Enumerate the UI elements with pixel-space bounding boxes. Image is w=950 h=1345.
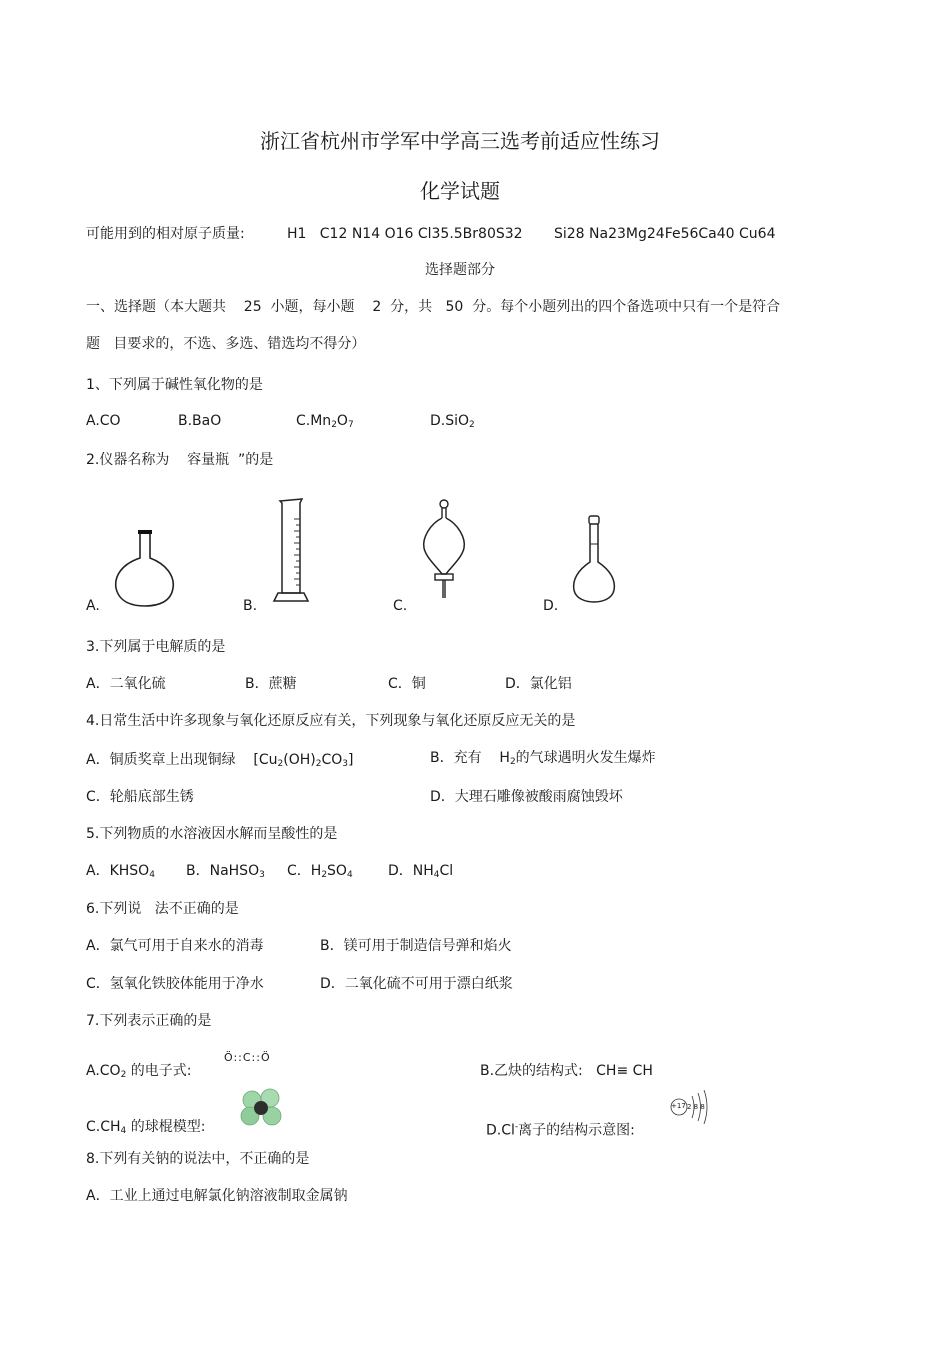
q4-option-c: C．轮船底部生锈 xyxy=(86,789,194,805)
atomic-mass-values-1: H1 C12 N14 O16 Cl35.5Br80S32 xyxy=(287,226,523,242)
separatory-funnel-figure xyxy=(414,498,474,600)
ch4-ball-stick-model-figure xyxy=(238,1088,286,1128)
q1-option-a: A.CO xyxy=(86,413,121,429)
page-title: 浙江省杭州市学军中学高三选考前适应性练习 xyxy=(260,129,660,153)
graduated-cylinder-figure xyxy=(270,497,312,603)
q1-option-d: D.SiO$_2$ xyxy=(430,413,475,430)
q5-stem: 5.下列物质的水溶液因水解而呈酸性的是 xyxy=(86,826,338,842)
cl-nucleus-charge: +17 xyxy=(671,1102,686,1110)
co2-electron-formula: Ö::C::Ö xyxy=(224,1051,271,1064)
q2-option-a: A. xyxy=(86,598,100,614)
q5-option-d: D．$NH_4Cl$ xyxy=(388,863,454,880)
q1-stem: 1、下列属于碱性氧化物的是 xyxy=(86,377,263,393)
q6-option-c: C．氢氧化铁胶体能用于净水 xyxy=(86,976,264,992)
q8-option-a: A．工业上通过电解氯化钠溶液制取金属钠 xyxy=(86,1188,348,1204)
q6-option-d: D．二氧化硫不可用于漂白纸浆 xyxy=(320,976,513,992)
q7-stem: 7.下列表示正确的是 xyxy=(86,1013,212,1029)
instructions-line-2: 题 目要求的，不选、多选、错选均不得分） xyxy=(86,336,366,352)
q4-option-d: D．大理石雕像被酸雨腐蚀毁坏 xyxy=(430,789,623,805)
q7-option-d: D.Cl-离子的结构示意图: xyxy=(486,1122,635,1139)
q2-option-b: B. xyxy=(243,598,258,614)
q7-option-b: B.乙炔的结构式: CH≡ CH xyxy=(480,1063,653,1079)
q5-option-b: B．NaHSO$_3$ xyxy=(186,863,265,880)
q3-stem: 3.下列属于电解质的是 xyxy=(86,639,226,655)
q5-option-c: C．$H_2SO_4$ xyxy=(287,863,353,880)
q3-option-c: C．铜 xyxy=(388,676,426,692)
q5-option-a: A．$KHSO_4$ xyxy=(86,863,155,880)
section-heading: 选择题部分 xyxy=(425,262,495,278)
q3-option-d: D．氯化铝 xyxy=(505,676,572,692)
q7-option-c: $C.CH_4$ 的球棍模型: xyxy=(86,1119,206,1136)
round-bottom-flask-figure xyxy=(112,528,176,608)
q6-option-a: A．氯气可用于自来水的消毒 xyxy=(86,938,264,954)
q2-stem: 2.仪器名称为 容量瓶 ”的是 xyxy=(86,452,274,468)
atomic-mass-values-2: Si28 Na23Mg24Fe56Ca40 Cu64 xyxy=(554,226,776,242)
q3-option-a: A．二氧化硫 xyxy=(86,676,166,692)
q8-stem: 8.下列有关钠的说法中，不正确的是 xyxy=(86,1151,310,1167)
instructions-line-1: 一、选择题（本大题共 25 小题，每小题 2 分，共 50 分。每个小题列出的四个备选项中只有一个是符合 xyxy=(86,299,781,315)
q6-stem: 6.下列说 法不正确的是 xyxy=(86,901,239,917)
q1-option-c: $C.Mn_2O_7$ xyxy=(296,413,354,430)
q6-option-b: B．镁可用于制造信号弹和焰火 xyxy=(320,938,512,954)
q4-option-b: B．充有 $H_2$的气球遇明火发生爆炸 xyxy=(430,750,656,767)
volumetric-flask-figure xyxy=(568,514,624,604)
q4-stem: 4.日常生活中许多现象与氧化还原反应有关，下列现象与氧化还原反应无关的是 xyxy=(86,713,576,729)
q2-option-c: C. xyxy=(393,598,408,614)
q1-option-b: B.BaO xyxy=(178,413,222,429)
page-subtitle: 化学试题 xyxy=(420,179,500,203)
q3-option-b: B．蔗糖 xyxy=(245,676,297,692)
atomic-mass-label: 可能用到的相对原子质量: xyxy=(86,226,245,242)
q7-option-a: $A.CO_2$ 的电子式: xyxy=(86,1063,192,1080)
q4-option-a: A．铜质奖章上出现铜绿 $[Cu_2(OH)_2CO_3]$ xyxy=(86,752,354,769)
q2-option-d: D. xyxy=(543,598,559,614)
cl-electron-shells: 2 8 8 xyxy=(687,1103,705,1111)
